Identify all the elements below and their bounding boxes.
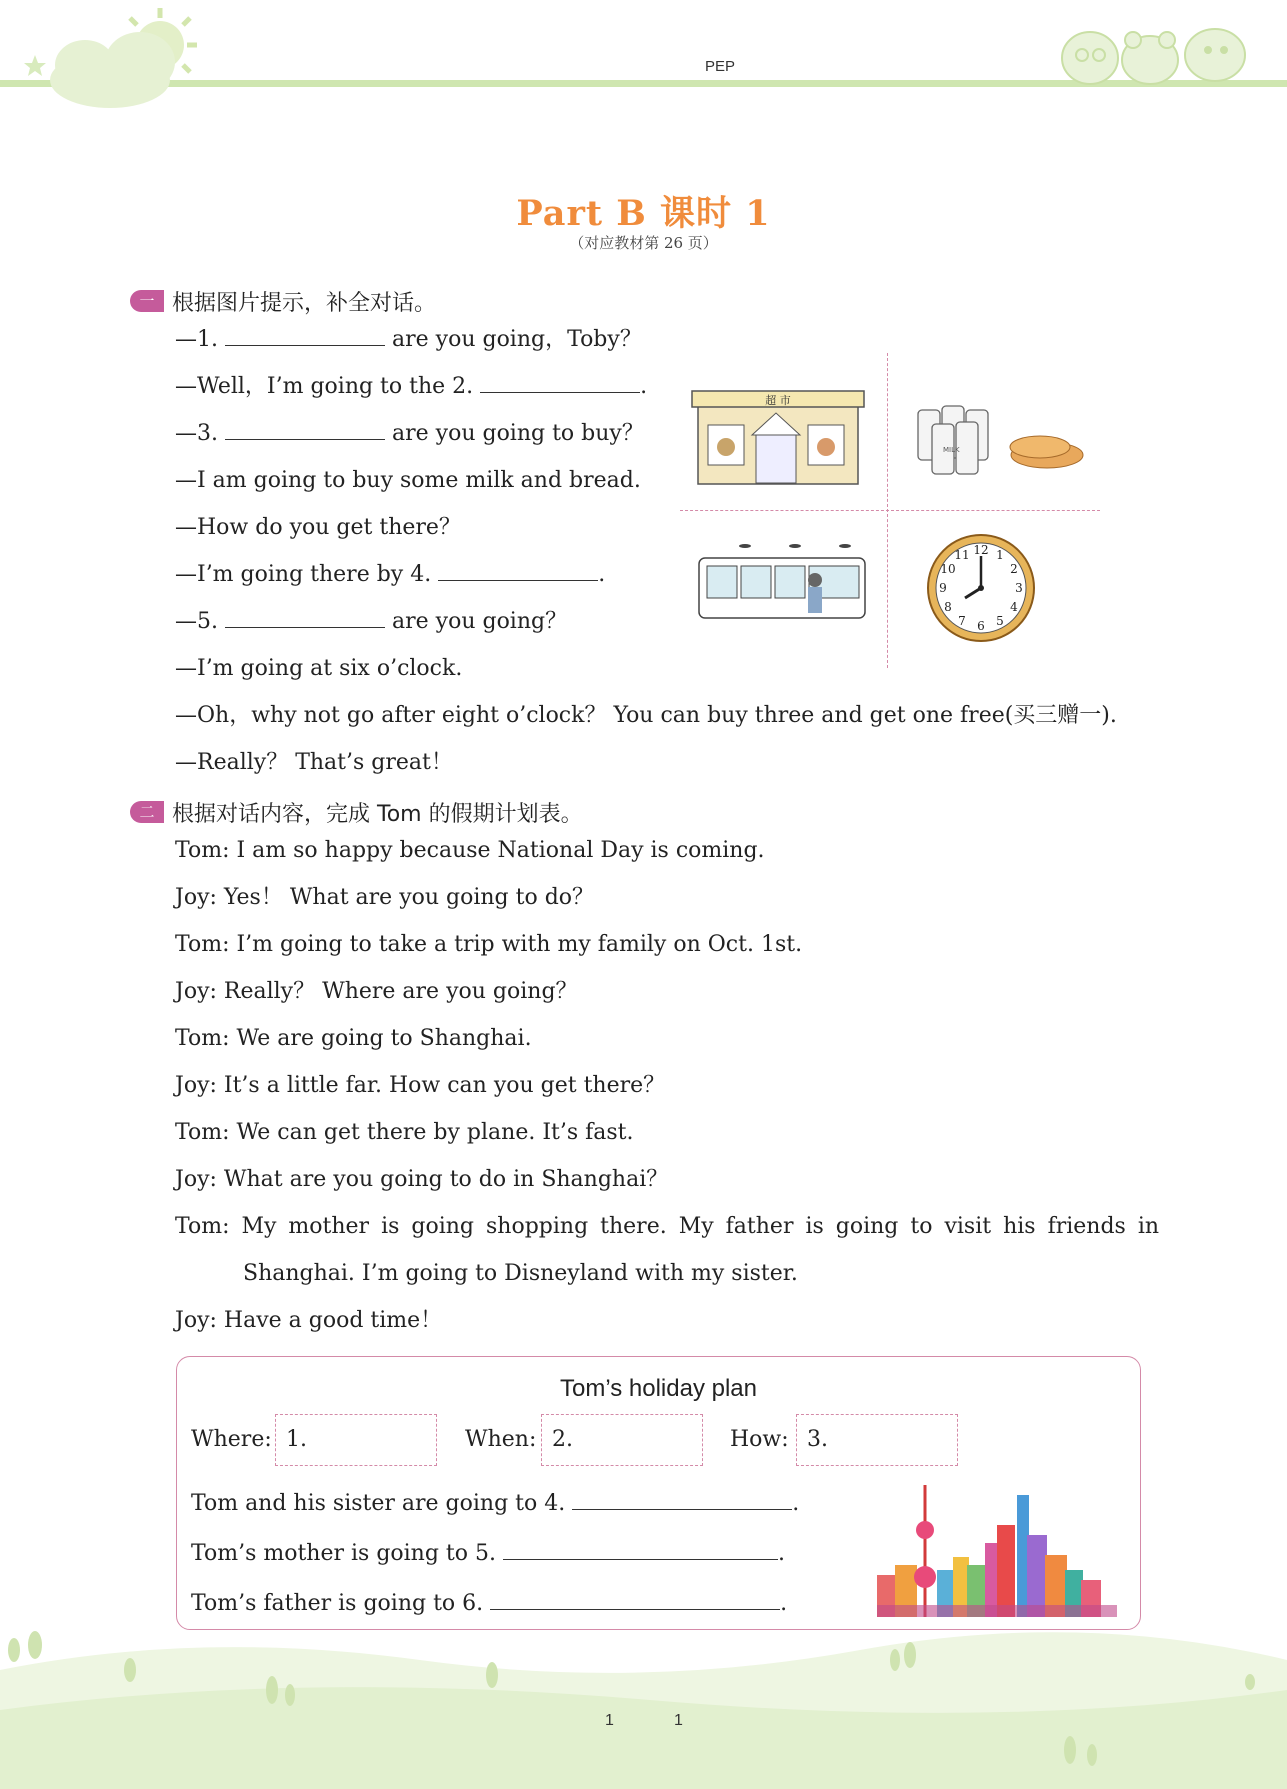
svg-text:5: 5 (996, 614, 1004, 628)
dialogue-line: —I’m going there by 4. . (175, 562, 606, 587)
dialogue-line: Tom: We can get there by plane. It’s fast. (175, 1120, 634, 1145)
svg-text:6: 6 (977, 619, 985, 633)
where-answer-box[interactable]: 1. (275, 1414, 437, 1466)
page-number-left: 1 (605, 1712, 614, 1729)
clock-icon (925, 532, 1037, 644)
plan-title: Tom’s holiday plan (559, 1375, 757, 1402)
dialogue-line: —How do you get there？ (175, 515, 461, 540)
dialogue-line: —3. are you going to buy？ (175, 421, 644, 446)
dialogue-line: —Really？ That’s great！ (175, 750, 453, 775)
svg-text:4: 4 (1010, 600, 1018, 614)
dialogue-line: —1. are you going，Toby？ (175, 327, 642, 352)
svg-text:7: 7 (958, 614, 966, 628)
holiday-plan-table (176, 1356, 1141, 1630)
when-label: When: (465, 1427, 537, 1452)
answer-blank-1[interactable] (225, 325, 385, 346)
cloud-icon (50, 32, 175, 108)
star-icon (24, 55, 46, 76)
svg-text:10: 10 (940, 562, 956, 576)
plan-blank-5[interactable] (503, 1539, 778, 1560)
shanghai-skyline-icon (877, 1485, 1117, 1620)
answer-blank-4[interactable] (438, 560, 598, 581)
dialogue-line: Joy: What are you going to do in Shanghai？ (175, 1167, 669, 1192)
when-answer-box[interactable]: 2. (541, 1414, 703, 1466)
svg-text:MILK: MILK (943, 446, 960, 454)
section-1-title: 根据图片提示，补全对话。 (172, 290, 437, 316)
how-answer-box[interactable]: 3. (796, 1414, 958, 1466)
dialogue-line: Tom: I’m going to take a trip with my family on Oct. 1st. (175, 932, 803, 957)
animal-friends-icon (1062, 29, 1245, 84)
dialogue-line: Joy: Yes！ What are you going to do？ (175, 885, 595, 910)
svg-text:2: 2 (1010, 562, 1018, 576)
header-decoration (0, 0, 1287, 110)
plan-sentence: Tom’s mother is going to 5. . (191, 1541, 785, 1566)
bus-icon (695, 538, 870, 633)
svg-text:11: 11 (954, 548, 970, 562)
page-number-right: 1 (674, 1712, 683, 1729)
svg-text:3: 3 (1015, 581, 1023, 595)
page-subtitle: （对应教材第 26 页） (569, 234, 718, 252)
series-label: PEP (705, 58, 736, 75)
svg-text:12: 12 (973, 543, 989, 557)
section-2-badge: 二 (130, 801, 164, 823)
dialogue-line: —I am going to buy some milk and bread. (175, 468, 641, 493)
answer-blank-3[interactable] (225, 419, 385, 440)
dialogue-line: —Oh，why not go after eight o’clock？ You can buy three and get one free(买三赠一). (175, 703, 1117, 728)
svg-text:超 市: 超 市 (765, 394, 791, 407)
how-label: How: (730, 1427, 789, 1452)
milk-and-bread-icon (912, 400, 1092, 480)
section-2-title: 根据对话内容，完成 Tom 的假期计划表。 (172, 801, 583, 827)
plan-sentence: Tom and his sister are going to 4. . (191, 1491, 800, 1516)
answer-blank-2[interactable] (480, 372, 640, 393)
dialogue-line: Tom: I am so happy because National Day is coming. (175, 838, 765, 863)
dialogue-line: —Well，I’m going to the 2. . (175, 374, 648, 399)
divider-horizontal (680, 510, 1100, 511)
section-1-badge: 一 (130, 290, 164, 312)
section-2-header (130, 797, 583, 827)
where-label: Where: (191, 1427, 272, 1452)
section-1-header (130, 286, 436, 316)
svg-text:9: 9 (939, 581, 947, 595)
dialogue-line: —I’m going at six o’clock. (175, 656, 463, 681)
plan-blank-4[interactable] (572, 1489, 792, 1510)
dialogue-line: Tom: My mother is going shopping there. My father is going to visit his friends in (175, 1214, 1160, 1239)
plan-blank-6[interactable] (490, 1589, 780, 1610)
svg-text:8: 8 (944, 600, 952, 614)
plan-sentence: Tom’s father is going to 6. . (191, 1591, 788, 1616)
answer-blank-5[interactable] (225, 607, 385, 628)
dialogue-line: —5. are you going？ (175, 609, 568, 634)
page-title: Part B 课时 1 (516, 193, 771, 234)
svg-text:1: 1 (996, 548, 1004, 562)
supermarket-icon (690, 385, 870, 495)
dialogue-line: Joy: It’s a little far. How can you get there？ (175, 1073, 666, 1098)
dialogue-line: Shanghai. I’m going to Disneyland with my sister. (243, 1261, 798, 1286)
dialogue-line: Joy: Have a good time！ (175, 1308, 443, 1333)
dialogue-line: Joy: Really？ Where are you going？ (175, 979, 578, 1004)
dialogue-line: Tom: We are going to Shanghai. (175, 1026, 532, 1051)
footer-hills-decoration (0, 1620, 1287, 1789)
